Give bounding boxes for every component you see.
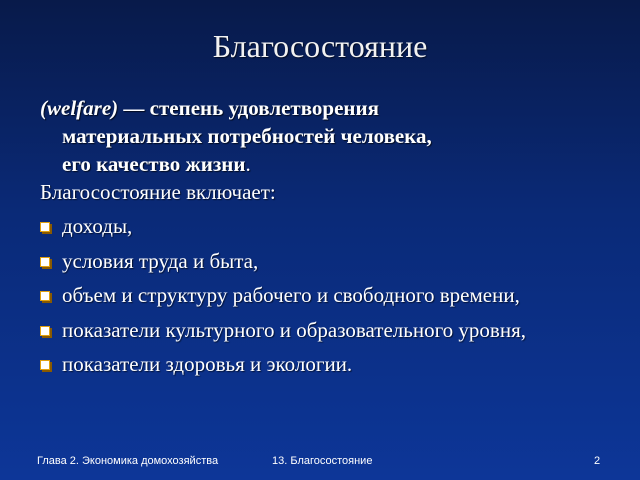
square-bullet-icon bbox=[40, 360, 50, 370]
square-bullet-icon bbox=[40, 222, 50, 232]
definition-line-1 bbox=[40, 94, 620, 122]
intro-text: Благосостояние включает: bbox=[40, 180, 276, 204]
list-item-text: показатели культурного и образовательного уровня, bbox=[62, 317, 526, 342]
footer-section: 13. Благосостояние bbox=[272, 455, 373, 467]
list-item bbox=[38, 316, 526, 351]
definition-line-3 bbox=[40, 150, 620, 178]
footer-page-number: 2 bbox=[594, 455, 601, 467]
list-item-text: условия труда и быта, bbox=[62, 248, 259, 273]
list-item bbox=[38, 247, 526, 282]
bullet-list bbox=[38, 212, 526, 385]
definition-line-2: материальных потребностей человека, bbox=[62, 124, 432, 148]
definition-term: (welfare) bbox=[40, 96, 119, 120]
square-bullet-icon bbox=[40, 326, 50, 336]
footer-chapter: Глава 2. Экономика домохозяйства bbox=[37, 455, 219, 467]
list-item-text: объем и структуру рабочего и свободного времени, bbox=[62, 283, 520, 307]
square-bullet-icon bbox=[40, 257, 50, 267]
definition-line-3-text: его качество жизни bbox=[62, 152, 246, 176]
list-item bbox=[38, 350, 526, 385]
square-bullet-icon bbox=[40, 291, 50, 301]
definition-dash-text: — степень удовлетворения bbox=[118, 96, 379, 120]
list-item bbox=[38, 212, 526, 247]
list-item-text: доходы, bbox=[62, 214, 133, 238]
list-item bbox=[38, 281, 526, 316]
definition bbox=[40, 94, 620, 178]
list-item-text: показатели здоровья и экологии. bbox=[62, 352, 353, 376]
definition-period: . bbox=[245, 152, 251, 176]
slide-title: Благосостояние bbox=[212, 28, 428, 64]
